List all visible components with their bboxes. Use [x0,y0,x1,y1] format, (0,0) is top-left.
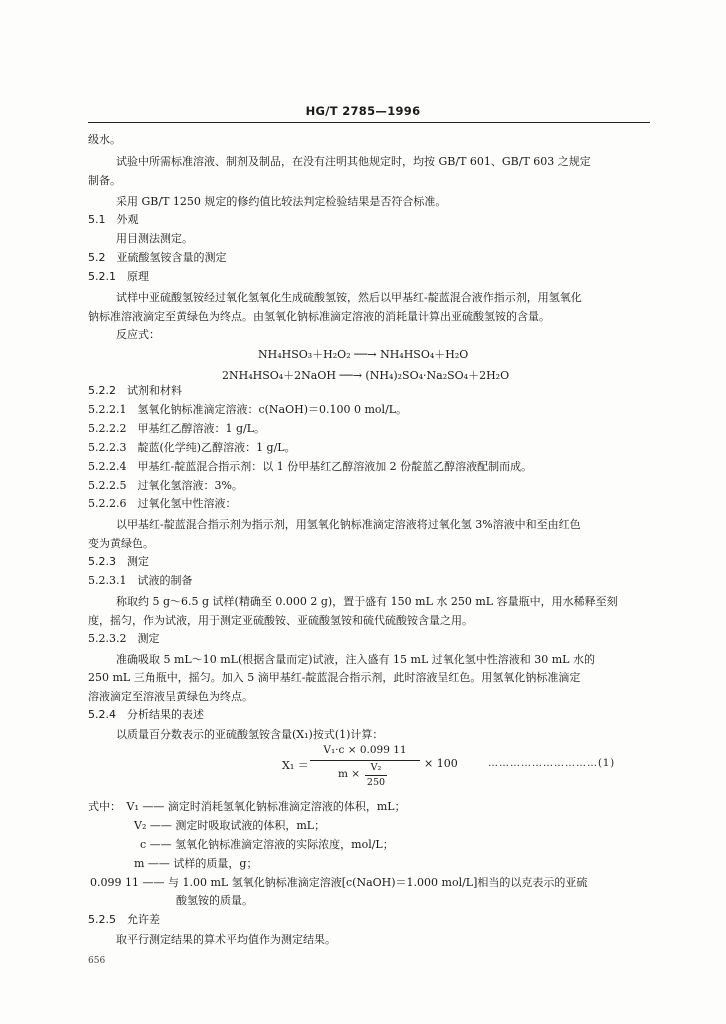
section-heading: 5.2 亚硫酸氢铵含量的测定 [88,251,227,264]
page-number: 656 [88,956,106,966]
text-line: 5.2.2.4 甲基红-靛蓝混合指示剂：以 1 份甲基红乙醇溶液加 2 份靛蓝乙醇溶液配制而成。 [88,460,533,473]
reaction-equation-1: NH₄HSO₃＋H₂O₂ ──→ NH₄HSO₄＋H₂O [258,348,469,361]
text-line: 采用 GB/T 1250 规定的修约值比较法判定检验结果是否符合标准。 [116,195,447,208]
symbol-definition: c —— 氢氧化钠标准滴定溶液的实际浓度，mol/L； [140,838,394,851]
text-line: 试验中所需标准溶液、制剂及制品，在没有注明其他规定时，均按 GB/T 601、GB/T 603 之规定 [116,155,591,168]
reaction-equation-2: 2NH₄HSO₄＋2NaOH ──→ (NH₄)₂SO₄·Na₂SO₄＋2H₂O [222,369,510,382]
text-line: 用目测法测定。 [116,232,193,245]
text-line: 以质量百分数表示的亚硫酸氢铵含量(X₁)按式(1)计算： [116,728,384,741]
section-heading: 5.2.3 测定 [88,555,149,568]
symbol-definition: 酸氢铵的质量。 [176,894,253,907]
section-heading: 5.2.3.2 测定 [88,632,160,645]
text-line: 5.2.2.2 甲基红乙醇溶液：1 g/L。 [88,422,266,435]
text-line: 称取约 5 g～6.5 g 试样(精确至 0.000 2 g)，置于盛有 150 mL 水 250 mL 容量瓶中，用水稀释至刻 [116,595,618,608]
formula-numerator: V₁·c × 0.099 11 [323,744,407,756]
section-heading: 5.2.5 允许差 [88,913,160,926]
formula-lhs: X₁ ＝ [282,759,309,772]
text-line: 溶液滴定至溶液呈黄绿色为终点。 [88,690,253,703]
text-line: 5.2.2.3 靛蓝(化学纯)乙醇溶液：1 g/L。 [88,441,296,454]
section-heading: 5.1 外观 [88,213,139,226]
formula-number: …………………………(1) [488,758,616,769]
text-line: 5.2.2.6 过氧化氢中性溶液： [88,497,237,510]
symbol-definition: V₂ —— 测定时吸取试液的体积，mL； [134,819,326,832]
symbol-definition: m —— 试样的质量，g； [134,857,258,870]
formula-250: 250 [366,777,386,788]
section-heading: 5.2.2 试剂和材料 [88,384,182,397]
formula-v2: V₂ [370,762,382,773]
text-line: 制备。 [88,174,121,187]
text-line: 级水。 [88,133,121,146]
section-heading: 5.2.3.1 试液的制备 [88,574,193,587]
text-line: 钠标准溶液滴定至黄绿色为终点。由氢氧化钠标准滴定溶液的消耗量计算出亚硫酸氢铵的含量。 [88,310,550,323]
symbol-definition: 式中： V₁ —— 滴定时消耗氢氧化钠标准滴定溶液的体积，mL； [88,800,406,813]
header-rule [88,122,650,123]
standard-header: HG/T 2785—1996 [305,104,421,118]
text-line: 250 mL 三角瓶中，摇匀。加入 5 滴甲基红-靛蓝混合指示剂，此时溶液呈红色。用氢氧化钠标准滴定 [88,671,581,684]
text-line: 5.2.2.1 氢氧化钠标准滴定溶液：c(NaOH)＝0.100 0 mol/L。 [88,403,408,416]
formula-tail: × 100 [424,757,458,770]
text-line: 以甲基红-靛蓝混合指示剂为指示剂，用氢氧化钠标准滴定溶液将过氧化氢 3%溶液中和至由红色 [116,518,581,531]
section-heading: 5.2.1 原理 [88,270,149,283]
text-line: 5.2.2.5 过氧化氢溶液：3%。 [88,479,243,492]
symbol-definition: 0.099 11 —— 与 1.00 mL 氢氧化钠标准滴定溶液[c(NaOH)＝1.000 mol/L]相当的以克表示的亚硫 [90,876,588,889]
formula-denominator-m: m × [338,768,361,780]
text-line: 试样中亚硫酸氢铵经过氧化氢氧化生成硫酸氢铵，然后以甲基红-靛蓝混合液作指示剂，用氢氧化 [116,291,582,304]
text-line: 反应式： [116,328,160,341]
inner-fraction-bar [365,775,387,776]
text-line: 准确吸取 5 mL～10 mL(根据含量而定)试液，注入盛有 15 mL 过氧化氢中性溶液和 30 mL 水的 [116,653,595,666]
text-line: 取平行测定结果的算术平均值作为测定结果。 [116,933,336,946]
text-line: 度，摇匀，作为试液，用于测定亚硫酸铵、亚硫酸氢铵和硫代硫酸铵含量之用。 [88,614,473,627]
text-line: 变为黄绿色。 [88,537,154,550]
section-heading: 5.2.4 分析结果的表述 [88,708,204,721]
fraction-bar [310,760,420,761]
